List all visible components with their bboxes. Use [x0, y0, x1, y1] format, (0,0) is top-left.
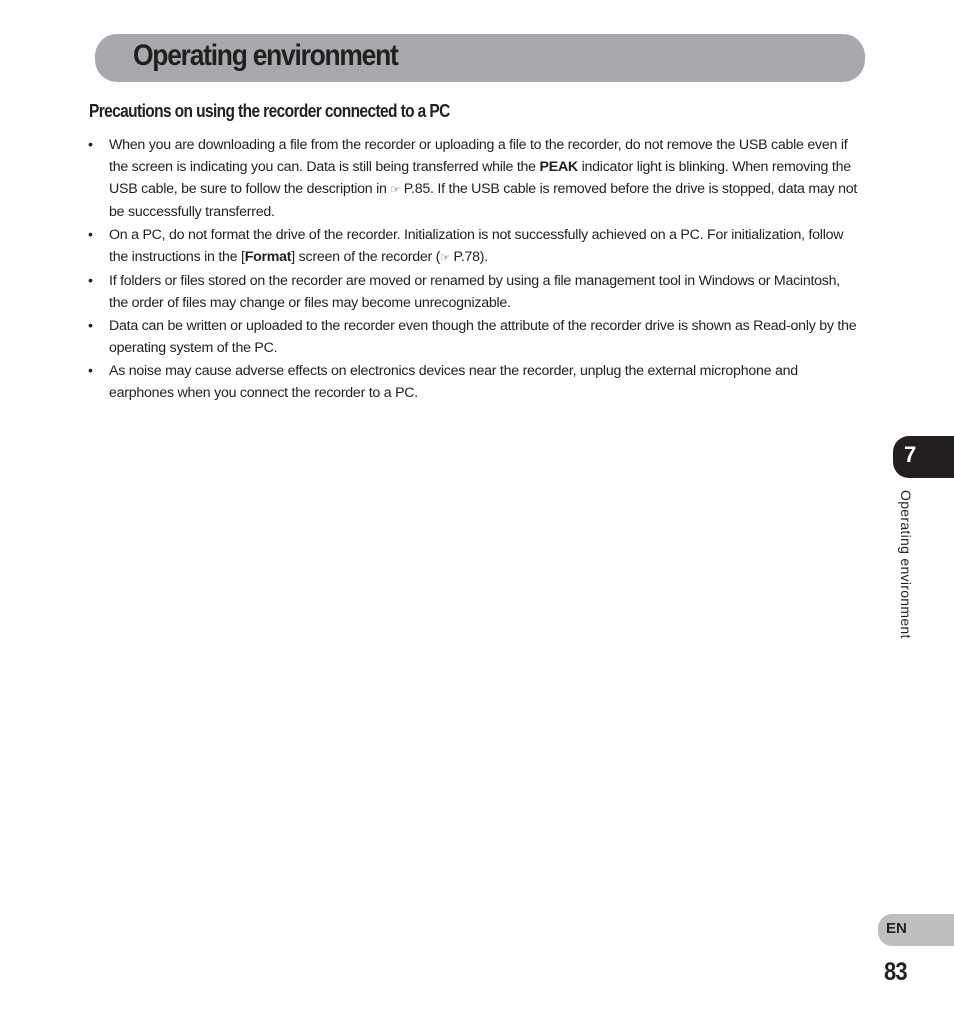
bullet-text: As noise may cause adverse effects on electronics devices near the recorder, unplug the external microphone and earphones when you connect the recorder to a PC.	[109, 363, 798, 401]
bullet-text: If folders or files stored on the recorder are moved or renamed by using a file management tool in Windows or Macintosh, the order of files may change or files may become unrecognizable.	[109, 273, 840, 311]
chapter-tab	[893, 436, 954, 478]
bullet-text: When you are downloading a file from the recorder or uploading a file to the recorder, do not remove the USB cable even if the screen is indicating you can. Data is still being transferred while the	[109, 137, 848, 175]
page-number: 83	[884, 958, 907, 986]
bullet-text: P.78).	[449, 249, 488, 265]
list-item	[88, 270, 858, 314]
page-reference-icon: ☞	[390, 184, 400, 196]
section-heading: Precautions on using the recorder connected to a PC	[89, 101, 450, 121]
bullet-mark: •	[88, 137, 93, 153]
chapter-side-label: Operating environment	[898, 490, 914, 639]
language-tab	[878, 914, 954, 946]
bullet-text: P.85. If the USB cable is removed before the drive is stopped, data may not be successfully transferred.	[109, 181, 858, 220]
bullet-mark: •	[88, 273, 93, 289]
bullet-text: indicator light is blinking. When removing the USB cable, be sure to follow the description in	[109, 159, 851, 197]
precautions-list	[88, 134, 858, 405]
bullet-mark: •	[88, 363, 93, 379]
list-item	[88, 224, 858, 269]
page-title: Operating environment	[133, 39, 398, 72]
bullet-text: Data can be written or uploaded to the recorder even though the attribute of the recorder drive is shown as Read-only by the operating system of the PC.	[109, 318, 857, 356]
peak-indicator-label: PEAK	[539, 159, 578, 175]
chapter-number: 7	[904, 442, 917, 467]
bullet-mark: •	[88, 227, 93, 243]
list-item	[88, 360, 858, 404]
list-item	[88, 315, 858, 359]
bullet-text: On a PC, do not format the drive of the recorder. Initialization is not successfully achieved on a PC. For initialization, follow the instructions in the [	[109, 227, 844, 265]
language-code: EN	[886, 920, 907, 937]
format-screen-label: Format	[244, 249, 292, 265]
bullet-text: ] screen of the recorder (	[291, 249, 441, 265]
title-bar	[95, 34, 865, 82]
page-reference-icon: ☞	[440, 252, 450, 264]
bullet-mark: •	[88, 318, 93, 334]
list-item	[88, 134, 858, 223]
